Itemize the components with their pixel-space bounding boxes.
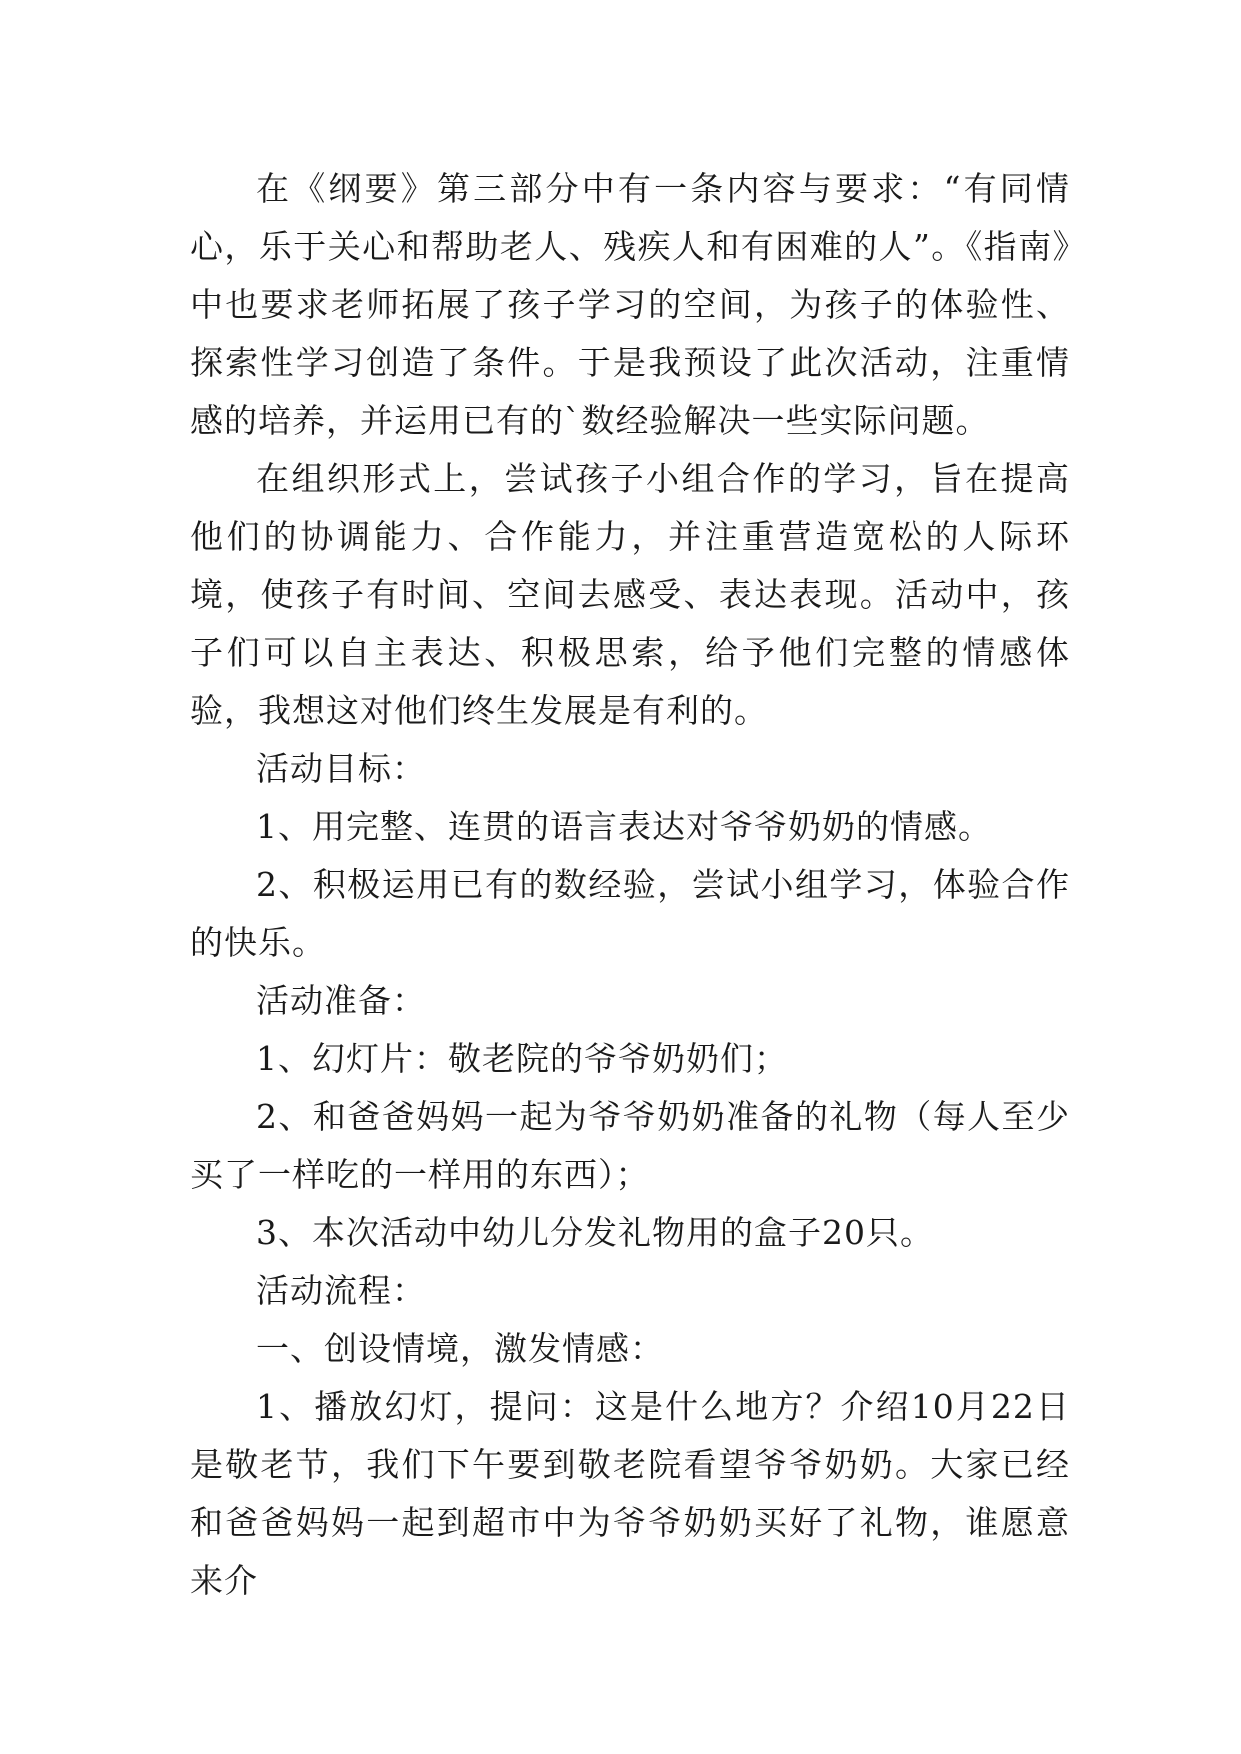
preparation-item-2: 2、和爸爸妈妈一起为爷爷奶奶准备的礼物（每人至少买了一样吃的一样用的东西）； (190, 1097, 1070, 1194)
goal-item-2: 2、积极运用已有的数经验，尝试小组学习，体验合作的快乐。 (190, 865, 1070, 962)
paragraph-organization-form: 在组织形式上，尝试孩子小组合作的学习，旨在提高他们的协调能力、合作能力，并注重营造宽松的人际环境，使孩子有时间、空间去感受、表达表现。活动中，孩子们可以自主表达、积极思索，给予他们完整的情感体验，我想这对他们终生发展是有利的。 (190, 459, 1070, 730)
heading-activity-process: 活动流程： (256, 1271, 426, 1310)
goal-item-1: 1、用完整、连贯的语言表达对爷爷奶奶的情感。 (256, 807, 992, 846)
heading-activity-preparation: 活动准备： (256, 981, 426, 1020)
document-body (190, 160, 1070, 1610)
process-step-heading-1: 一、创设情境，激发情感： (256, 1329, 664, 1368)
paragraph-background-intro: 在《纲要》第三部分中有一条内容与要求：“有同情心，乐于关心和帮助老人、残疾人和有困难的人”。《指南》中也要求老师拓展了孩子学习的空间，为孩子的体验性、探索性学习创造了条件。于是我预设了此次活动，注重情感的培养，并运用已有的`数经验解决一些实际问题。 (190, 169, 1070, 440)
preparation-item-1: 1、幻灯片：敬老院的爷爷奶奶们； (256, 1039, 788, 1078)
preparation-item-3: 3、本次活动中幼儿分发礼物用的盒子20只。 (256, 1213, 934, 1252)
process-step-1-item-1: 1、播放幻灯，提问：这是什么地方？介绍10月22日是敬老节，我们下午要到敬老院看望爷爷奶奶。大家已经和爸爸妈妈一起到超市中为爷爷奶奶买好了礼物，谁愿意来介 (190, 1387, 1070, 1600)
heading-activity-goals: 活动目标： (256, 749, 426, 788)
